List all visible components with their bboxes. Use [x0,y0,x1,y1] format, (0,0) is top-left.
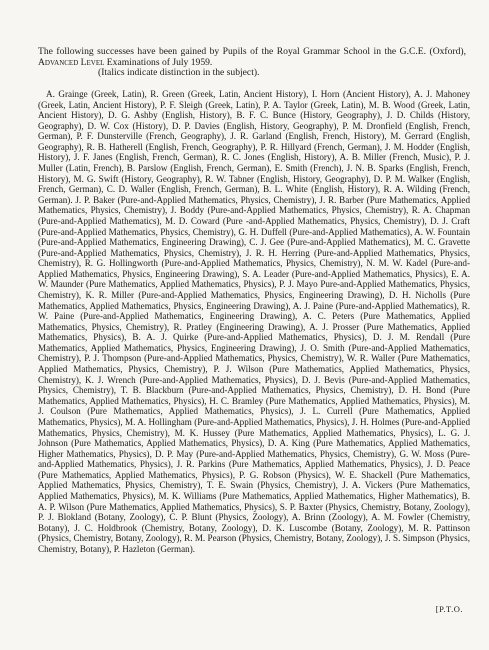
intro-level: Advanced Level [38,56,105,68]
intro-text [38,47,466,68]
intro-block [38,47,466,79]
results-paragraph: A. Grainge (Greek, Latin), R. Green (Greek, Latin, Ancient History), I. Horn (Ancient History), A. J. Mahoney (Greek, Latin, Ancient History), P. F. Sleigh (Greek, Latin), P. A. Taylor (Greek, Latin), M. B. Wood (Greek, Latin, Ancient History), D. G. Ashby (English, History), B. F. C. Bunce (History, Geography), J. D. Childs (History, Geography), D. W. Cox (History), D. P. Davies (English, History, Geography), P. M. Dronfield (English, French, German), P. F. Dunsterville (French, Geography), J. R. Garland (English, French, History), M. Gerrard (English, Geography), R. B. Hatherell (English, French, Geography), P. R. Hillyard (French, German), J. M. Hodder (English, History), J. F. Janes (English, French, German), R. C. Jones (English, History), A. B. Miller (French, Music), P. J. Muller (Latin, French), B. Parslow (English, French, German), E. Smith (French), J. N. B. Sparks (English, French, History), M. G. Swift (History, Geography), R. W. Tabner (English, History, Geography), D. P. M. Walker (English, French, German), C. D. Waller (English, French, German), B. L. White (English, History), R. A. Wilding (French, German). J. P. Baker (Pure-and-Applied Mathematics, Physics, Chemistry), J. R. Barber (Pure Mathematics, Applied Mathematics, Physics, Chemistry), J. Boddy (Pure-and-Applied Mathematics, Physics, Chemistry), R. A. Chapman (Pure-and-Applied Mathematics), M. D. Coward (Pure -and-Applied Mathematics, Physics, Chemistry), D. J. Craft (Pure-and-Applied Mathematics, Physics, Chemistry), G. H. Duffell (Pure-and-Applied Mathematics), A. W. Fountain (Pure-and-Applied Mathematics, Engineering Drawing), C. J. Gee (Pure-and-Applied Mathematics), M. C. Gravette (Pure-and-Applied Mathematics, Physics, Chemistry), J. R. H. Herring (Pure-and-Applied Mathematics, Physics, Chemistry), R. G. Hollingworth (Pure-and-Applied Mathematics, Physics, Chemistry), N. M. W. Kadel (Pure-and-Applied Mathematics, Physics, Engineering Drawing), S. A. Leader (Pure-and-Applied Mathematics, Physics), E. A. W. Maunder (Pure Mathematics, Applied Mathematics, Physics), P. J. Mayo Pure-and-Applied Mathematics, Physics, Chemistry), K. R. Miller (Pure-and-Applied Mathematics, Physics, Engineering Drawing), D. H. Nicholls (Pure Mathematics, Applied Mathematics, Physics, Engineering Drawing), A. J. Paine (Pure-and-Applied Mathematics), R. W. Paine (Pure-and-Applied Mathematics, Engineering Drawing), A. C. Peters (Pure Mathematics, Applied Mathematics, Physics, Chemistry), R. Pratley (Engineering Drawing), A. J. Prosser (Pure Mathematics, Applied Mathematics, Physics), B. A. J. Quirke (Pure-and-Applied Mathematics, Physics), D. J. M. Rendall (Pure Mathematics, Applied Mathematics, Physics, Engineering Drawing), J. O. Smith (Pure-and-Applied Mathematics, Chemistry), P. J. Thompson (Pure-and-Applied Mathematics, Physics, Chemistry), W. R. Waller (Pure Mathematics, Applied Mathematics, Physics, Chemistry), P. J. Wilson (Pure Mathematics, Applied Mathematics, Physics, Chemistry), K. J. Wrench (Pure-and-Applied Mathematics, Physics), D. J. Bevis (Pure-and-Applied Mathematics, Physics, Chemistry), T. B. Blackburn (Pure-and-Applied Mathematics, Physics, Chemistry), D. H. Bond (Pure Mathematics, Applied Mathematics, Physics), H. C. Bramley (Pure Mathematics, Applied Mathematics, Physics), M. J. Coulson (Pure Mathematics, Applied Mathematics, Physics), J. L. Currell (Pure Mathematics, Applied Mathematics, Physics), M. A. Hollingham (Pure-and-Applied Mathematics, Physics), J. H. Holmes (Pure-and-Applied Mathematics, Physics, Chemistry), M. K. Hussey (Pure Mathematics, Applied Mathematics, Physics), L. G. J. Johnson (Pure Mathematics, Applied Mathematics, Physics), D. A. King (Pure Mathematics, Applied Mathematics, Higher Mathematics, Physics), D. P. May (Pure-and-Applied Mathematics, Physics, Chemistry), G. W. Moss (Pure-and-Applied Mathematics, Physics), J. R. Parkins (Pure Mathematics, Applied Mathematics, Physics), J. D. Peace (Pure Mathematics, Applied Mathematics, Physics), P. G. Robson (Physics), W. E. Shackell (Pure Mathematics, Applied Mathematics, Physics, Chemistry), T. E. Swain (Physics, Chemistry), J. A. Vickers (Pure Mathematics, Applied Mathematics, Physics), M. K. Williams (Pure Mathematics, Applied Mathematics, Higher Mathematics), B. A. P. Wilson (Pure Mathematics, Applied Mathematics, Physics), S. P. Baxter (Physics, Chemistry, Botany, Zoology), P. J. Blokland (Botany, Zoology), C. P. Blunt (Physics, Zoology), A. Brinn (Zoology), A. M. Fowler (Chemistry, Botany), J. C. Holdbrook (Chemistry, Botany, Zoology), D. K. Luscombe (Botany, Zoology), M. R. Pattinson (Physics, Chemistry, Botany, Zoology), R. M. Pearson (Physics, Chemistry, Botany, Zoology), J. S. Simpson (Physics, Chemistry, Botany), P. Hazleton (German). [38,89,470,554]
intro-tail: Examinations of July 1959. [106,56,213,68]
please-turn-over: [P.T.O. [435,604,463,614]
italics-note: (Italics indicate distinction in the subject). [98,67,260,79]
intro-lead: The following successes have been gained by Pupils of the Royal Grammar School in the G.C.E. (Oxford), [38,46,466,57]
results-list [38,89,470,554]
